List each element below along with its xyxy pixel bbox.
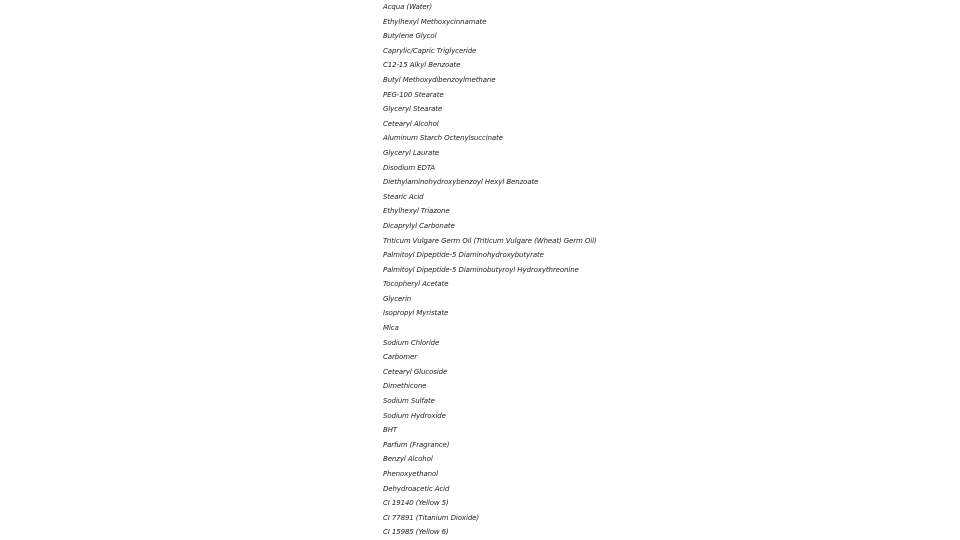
- ingredient-item: Ethylhexyl Triazone: [383, 207, 450, 216]
- ingredient-item: Phenoxyethanol: [383, 470, 439, 478]
- ingredient-item: Glyceryl Stearate: [383, 105, 443, 114]
- ingredient-item: Dehydroacetic Acid: [383, 484, 450, 493]
- ingredient-item: CI 19140 (Yellow 5): [383, 499, 449, 508]
- ingredient-item: Dimethicone: [383, 382, 427, 391]
- ingredient-item: Diethylaminohydroxybenzoyl Hexyl Benzoate: [383, 178, 539, 187]
- ingredient-item: Carbomer: [383, 353, 417, 362]
- ingredient-item: Palmitoyl Dipeptide-5 Diaminobutyroyl Hydroxythreonine: [383, 265, 579, 274]
- ingredient-item: Aluminum Starch Octenylsuccinate: [383, 134, 503, 143]
- ingredient-item: Tocopheryl Acetate: [383, 280, 449, 289]
- ingredient-item: CI 15985 (Yellow 6): [383, 528, 449, 537]
- ingredient-item: Acqua (Water): [383, 3, 432, 11]
- ingredient-item: Glycerin: [383, 294, 412, 303]
- ingredient-item: Mica: [383, 324, 399, 333]
- ingredient-item: Parfum (Fragrance): [383, 440, 450, 449]
- ingredient-item: Sodium Sulfate: [383, 397, 435, 406]
- ingredient-item: Stearic Acid: [383, 192, 424, 201]
- ingredient-item: CI 77891 (Titanium Dioxide): [383, 513, 480, 522]
- ingredient-item: Butyl Methoxydibenzoylmethane: [383, 75, 496, 84]
- ingredient-item: Caprylic/Capric Triglyceride: [383, 46, 477, 55]
- ingredient-list: [383, 0, 943, 540]
- ingredient-item: Cetearyl Glucoside: [383, 367, 448, 376]
- ingredient-item: Disodium EDTA: [383, 163, 436, 172]
- ingredient-item: BHT: [383, 426, 398, 435]
- ingredient-item: Ethylhexyl Methoxycinnamate: [383, 17, 487, 26]
- ingredient-item: C12-15 Alkyl Benzoate: [383, 61, 461, 70]
- ingredient-item: Benzyl Alcohol: [383, 455, 433, 464]
- ingredient-item: Isopropyl Myristate: [383, 309, 449, 318]
- ingredient-item: Palmitoyl Dipeptide-5 Diaminohydroxybutyrate: [383, 251, 544, 260]
- ingredient-item: Butylene Glycol: [383, 32, 437, 41]
- ingredient-item: Cetearyl Alcohol: [383, 119, 439, 128]
- ingredient-item: Sodium Chloride: [383, 338, 440, 347]
- ingredient-item: Glyceryl Laurate: [383, 148, 440, 157]
- ingredient-item: Triticum Vulgare Germ Oil (Triticum Vulgare (Wheat) Germ Oil): [383, 236, 597, 245]
- ingredient-item: Dicaprylyl Carbonate: [383, 221, 455, 230]
- ingredient-item: PEG-100 Stearate: [383, 90, 444, 99]
- ingredient-item: Sodium Hydroxide: [383, 411, 446, 420]
